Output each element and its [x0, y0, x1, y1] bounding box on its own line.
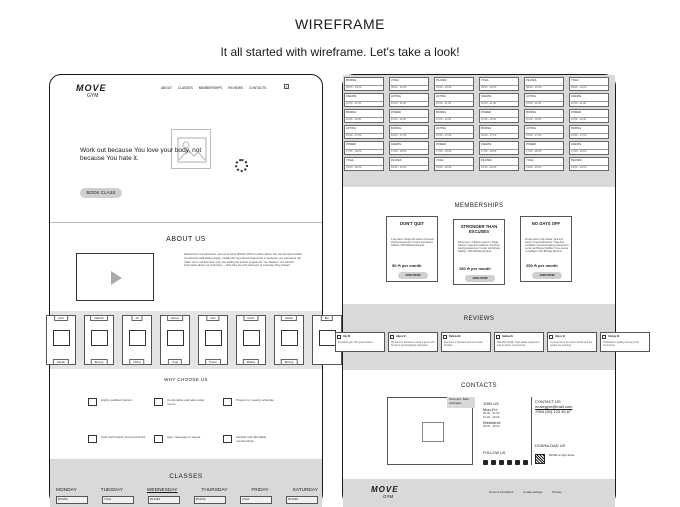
schedule-cell[interactable]	[569, 157, 609, 171]
plan-card	[520, 216, 572, 282]
class-name: BOXING	[346, 111, 357, 114]
review-text: Beautiful design, high quality equipment and an active environment.	[497, 341, 540, 347]
class-name: POWER	[436, 143, 446, 146]
class-name: POWER	[571, 111, 581, 114]
trainer-card[interactable]	[198, 315, 228, 365]
plan-features: All day class / Fully trained / Spa and sauna / 8 personal trainers / Yoga and meditation / Personal training assessment / Locker and Shower facilities / Free access on holidays / 20% Birthday Discount	[525, 239, 569, 253]
schedule-cell[interactable]	[524, 141, 564, 155]
class-time: 11:00 - 12:00	[526, 118, 542, 121]
class-name: YOGA	[571, 79, 579, 82]
class-time: 11:00 - 12:00	[436, 118, 452, 121]
class-time: 17:00 - 18:00	[436, 150, 452, 153]
schedule-cell[interactable]	[524, 157, 564, 171]
plan-card	[386, 216, 438, 282]
contacts-title: CONTACTS	[461, 383, 497, 389]
image-icon	[53, 330, 70, 346]
image-icon	[223, 435, 232, 443]
hours-weekend: 09:00 - 18:00	[483, 424, 500, 429]
trainer-name: Merve	[167, 315, 183, 321]
schedule-cell[interactable]	[344, 93, 384, 107]
plan-price: 150 ₼ per month	[459, 266, 491, 271]
trainer-class: Boxing	[281, 359, 298, 365]
class-time: 09:00 - 10:00	[526, 86, 542, 89]
divider	[50, 222, 322, 223]
trainer-card[interactable]	[84, 315, 114, 365]
tab-saturday[interactable]: SATURDAY	[292, 488, 318, 493]
class-name: LIFTING	[436, 95, 446, 98]
feature-text: Program or weekly schedule	[236, 398, 274, 402]
class-name: LIFTING	[526, 95, 536, 98]
tab-tuesday[interactable]: TUESDAY	[100, 488, 123, 493]
download-title: DOWNLOAD US	[535, 443, 566, 448]
class-name: KARATE	[571, 95, 582, 98]
footer-logo-sub: GYM	[383, 494, 394, 499]
class-time: 19:00 - 20:00	[391, 166, 407, 169]
instagram-icon[interactable]	[491, 460, 496, 465]
review-text: I've been here for a few months and the results are amazing.	[550, 341, 593, 347]
class-name: KARATE	[481, 143, 492, 146]
youtube-icon[interactable]	[507, 460, 512, 465]
terms-link[interactable]: Terms & Conditions	[489, 490, 514, 494]
class-cell[interactable]: BOXING	[194, 496, 226, 504]
privacy-link[interactable]: Privacy	[552, 490, 562, 494]
review-card	[494, 332, 544, 352]
avatar	[443, 335, 447, 339]
schedule-cell[interactable]	[389, 141, 429, 155]
review-card	[388, 332, 438, 352]
class-name: PILATES	[481, 159, 492, 162]
tiktok-icon[interactable]	[523, 460, 528, 465]
class-time: 11:00 - 12:00	[481, 118, 497, 121]
class-name: POWER	[391, 111, 401, 114]
image-icon	[154, 435, 163, 443]
video-player[interactable]	[76, 253, 154, 301]
class-name: PILATES	[571, 159, 582, 162]
class-name: POWER	[526, 143, 536, 146]
reviews-title: REVIEWS	[463, 316, 495, 322]
class-time: 19:00 - 20:00	[571, 166, 587, 169]
avatar	[390, 335, 394, 339]
class-cell[interactable]: YOGA	[102, 496, 134, 504]
trainer-name: Canan	[281, 315, 297, 321]
tab-friday[interactable]: FRIDAY	[251, 488, 269, 493]
hours-weekend-label: Weekend:	[483, 419, 501, 425]
footer-logo[interactable]: MOVE	[371, 485, 399, 494]
review-author: Aliyev R.	[396, 335, 407, 338]
feature-text: Flexible and affordable memberships	[236, 435, 267, 443]
class-name: BOXING	[526, 111, 537, 114]
schedule-cell[interactable]	[389, 109, 429, 123]
trainer-class: Pilates	[243, 359, 259, 365]
class-name: YOGA	[346, 159, 354, 162]
avatar	[602, 335, 606, 339]
class-time: 10:00 - 11:00	[526, 102, 542, 105]
class-time: 17:00 - 18:00	[346, 150, 362, 153]
class-name: POWER	[481, 111, 491, 114]
schedule-grid	[344, 77, 609, 171]
trainers-carousel[interactable]	[46, 315, 342, 365]
review-author: Rahima M.	[449, 335, 461, 338]
class-cell[interactable]: BOXING	[56, 496, 88, 504]
schedule-cell[interactable]	[569, 77, 609, 91]
class-time: 11:00 - 12:00	[391, 118, 407, 121]
schedule-cell[interactable]	[344, 141, 384, 155]
class-name: LIFTING	[391, 95, 401, 98]
image-icon	[281, 330, 298, 346]
class-time: 16:00 - 17:00	[571, 134, 587, 137]
email-link[interactable]: movegym@mail.com	[535, 404, 573, 410]
class-name: BOXING	[391, 127, 402, 130]
class-time: 10:00 - 11:00	[571, 102, 587, 105]
contact-title: CONTACT US	[535, 399, 561, 404]
avatar	[337, 335, 341, 339]
schedule-cell[interactable]	[434, 157, 474, 171]
schedule-cell[interactable]	[569, 141, 609, 155]
nav-link-reviews[interactable]: REVIEWS	[228, 86, 243, 90]
schedule-cell[interactable]	[569, 109, 609, 123]
plan-price: 50 ₼ per month	[392, 263, 422, 268]
review-text: Excellent gym with great trainers.	[338, 341, 374, 344]
schedule-cell[interactable]	[479, 109, 519, 123]
class-name: BOXING	[346, 79, 357, 82]
review-author: Ulviyye M.	[608, 335, 620, 338]
loading-spinner-icon	[235, 159, 248, 172]
divider	[531, 397, 532, 465]
class-time: 19:00 - 20:00	[436, 166, 452, 169]
class-name: PILATES	[526, 79, 537, 82]
plan-name: DON'T QUIT	[399, 221, 425, 226]
schedule-cell[interactable]	[434, 93, 474, 107]
class-time: 16:00 - 17:00	[481, 134, 497, 137]
class-name: BOXING	[571, 127, 582, 130]
class-cell[interactable]: YOGA	[240, 496, 272, 504]
facebook-icon[interactable]	[483, 460, 488, 465]
day-tabs	[56, 488, 318, 493]
whatsapp-icon[interactable]	[515, 460, 520, 465]
class-name: LIFTING	[346, 127, 356, 130]
class-time: 19:00 - 20:00	[481, 166, 497, 169]
image-icon	[319, 330, 336, 346]
reviews-carousel[interactable]	[335, 332, 650, 352]
class-name: KARATE	[391, 143, 402, 146]
trainer-name: Aziz	[206, 315, 219, 321]
class-time: 10:00 - 11:00	[436, 102, 452, 105]
classes-title: CLASSES	[169, 473, 203, 480]
trainer-card[interactable]	[46, 315, 76, 365]
class-time: 10:00 - 11:00	[481, 102, 497, 105]
address-label: Some Ave., Baku, Azerbaijan	[447, 397, 475, 408]
class-row	[56, 496, 318, 504]
class-name: POWER	[346, 143, 356, 146]
feature-text: Spa, massages or sauna	[167, 435, 201, 439]
plan-price: 250 ₼ per month	[526, 263, 558, 268]
class-time: 09:00 - 10:00	[481, 86, 497, 89]
class-name: YOGA	[391, 79, 399, 82]
class-time: 16:00 - 17:00	[391, 134, 407, 137]
class-name: LIFTING	[526, 127, 536, 130]
join-now-button[interactable]: JOIN NOW	[398, 272, 428, 279]
class-time: 17:00 - 18:00	[526, 150, 542, 153]
trainer-class: Lifting	[129, 359, 144, 365]
plan-card	[453, 219, 505, 285]
contact-us	[535, 399, 572, 415]
follow-title: FOLLOW US	[483, 451, 506, 455]
class-name: KARATE	[346, 95, 357, 98]
class-name: YOGA	[436, 159, 444, 162]
plan-name: NO DAYS OFF	[531, 221, 561, 226]
review-text: Dedicated to quality training in the community.	[603, 341, 640, 347]
why-choose-title: WHY CHOOSE US	[164, 377, 208, 382]
schedule-cell[interactable]	[479, 77, 519, 91]
review-card	[547, 332, 597, 352]
book-class-button[interactable]: BOOK CLASS	[80, 188, 122, 198]
class-name: YOGA	[481, 79, 489, 82]
trainer-card[interactable]	[236, 315, 266, 365]
image-icon	[91, 330, 108, 346]
nav-link-memberships[interactable]: MEMBERSHIPS	[198, 86, 223, 90]
schedule-cell[interactable]	[434, 77, 474, 91]
nav-link-contacts[interactable]: CONTACTS	[248, 86, 267, 90]
trainer-class: Power	[205, 359, 221, 365]
schedule-cell[interactable]	[389, 125, 429, 139]
class-name: PILATES	[391, 159, 402, 162]
memberships-title: MEMBERSHIPS	[454, 203, 504, 209]
footer-links	[489, 490, 562, 494]
schedule-cell[interactable]	[389, 77, 429, 91]
page-subtitle: It all started with wireframe. Let's take a look!	[220, 45, 460, 59]
qr-code-icon[interactable]	[535, 454, 545, 464]
schedule-cell[interactable]	[434, 141, 474, 155]
image-icon	[243, 330, 260, 346]
class-name: KARATE	[571, 143, 582, 146]
phone-link[interactable]: +994 (50) 123 45 67	[535, 409, 572, 415]
class-time: 17:00 - 18:00	[571, 150, 587, 153]
class-time: 11:00 - 12:00	[346, 118, 362, 121]
class-time: 17:00 - 18:00	[391, 150, 407, 153]
review-card	[335, 332, 385, 352]
hero-headline: Work out because You love your body, not because You hate it.	[80, 147, 202, 162]
schedule-cell[interactable]	[479, 141, 519, 155]
class-name: KARATE	[481, 95, 492, 98]
feature-text: Cafe with healthy food and drinks	[101, 435, 146, 439]
class-time: 09:00 - 10:00	[436, 86, 452, 89]
hours-week-label: Mon-Fri:	[483, 406, 498, 412]
join-now-button[interactable]: JOIN NOW	[532, 272, 562, 279]
class-time: 16:00 - 17:00	[346, 134, 362, 137]
plan-features: Full access / 3 different trainers / Single training / Yoga and meditation / Personal training assessment / Locker and Shower facilities / 20% Birthday Discount	[458, 242, 501, 253]
schedule-cell[interactable]	[524, 93, 564, 107]
trainer-card[interactable]	[160, 315, 190, 365]
schedule-cell[interactable]	[389, 157, 429, 171]
class-name: BOXING	[436, 111, 447, 114]
image-icon	[205, 330, 222, 346]
class-time: 10:00 - 11:00	[391, 102, 407, 105]
class-time: 10:00 - 11:00	[346, 102, 362, 105]
trainer-card[interactable]	[274, 315, 304, 365]
opening-hours	[483, 401, 501, 429]
nav-link-classes[interactable]: CLASSES	[177, 86, 193, 90]
feature-text: Comfortable and safe locker rooms	[167, 398, 205, 406]
class-name: PILATES	[436, 79, 447, 82]
review-text: My trainer's attention is such a good, and he has a knowledgeable approach.	[391, 341, 435, 347]
menu-icon[interactable]: ≡	[285, 85, 288, 89]
class-name: BOXING	[481, 127, 492, 130]
schedule-cell[interactable]	[344, 125, 384, 139]
about-text: Started from the basement, now we're here! MOVE GYM is a place where You can feel and notably You find the staff always happy. Initially the Gym aimed experience in workouts: our instructors will make You try all their best, pop you finding the perfect program for You. Believe: You will find information about our instructors, - what they are and what type of exercises they interact.	[184, 253, 302, 268]
twitter-icon[interactable]	[499, 460, 504, 465]
class-time: 09:00 - 10:00	[391, 86, 407, 89]
trainer-name: Deniz	[243, 315, 258, 321]
tab-wednesday[interactable]: WEDNESDAY	[146, 488, 178, 493]
trainer-name: Valentin	[90, 315, 108, 321]
review-author: Aliyev N.	[555, 335, 566, 338]
class-name: LIFTING	[436, 127, 446, 130]
trainer-class: Yoga	[168, 359, 182, 365]
image-icon	[88, 435, 97, 443]
class-name: YOGA	[526, 159, 534, 162]
hours-week-2: 10:00 - 20:00	[483, 414, 500, 419]
image-icon	[167, 330, 184, 346]
hours-week: 09:00 - 21:00	[483, 411, 500, 415]
image-icon	[154, 398, 163, 406]
feature-text: Highly qualified trainers	[101, 398, 133, 402]
class-time: 16:00 - 17:00	[526, 134, 542, 137]
schedule-cell[interactable]	[434, 109, 474, 123]
schedule-cell[interactable]	[434, 125, 474, 139]
image-icon	[88, 398, 97, 406]
trainer-class: Boxing	[91, 359, 108, 365]
class-time: 09:00 - 10:00	[346, 86, 362, 89]
trainer-name: Ali	[131, 315, 142, 321]
logo[interactable]: MOVE	[76, 83, 107, 93]
schedule-cell[interactable]	[344, 77, 384, 91]
cookie-settings-link[interactable]: Cookie settings	[523, 490, 543, 494]
class-cell[interactable]: PILATES	[286, 496, 318, 504]
schedule-cell[interactable]	[569, 125, 609, 139]
review-author: Aliy M.	[343, 335, 351, 338]
review-card	[441, 332, 491, 352]
nav-link-about[interactable]: ABOUT	[161, 86, 172, 90]
trainer-name: Ber	[321, 315, 333, 321]
schedule-cell[interactable]	[524, 125, 564, 139]
plan-features: 1 day class / Single with sauna / Personal training assessment / Locker and Shower facilities / 20% Birthday Discount	[391, 239, 434, 247]
schedule-cell[interactable]	[479, 125, 519, 139]
join-now-button[interactable]: JOIN NOW	[465, 275, 495, 282]
image-icon	[422, 422, 444, 442]
play-icon[interactable]	[111, 271, 122, 285]
schedule-cell[interactable]	[569, 93, 609, 107]
schedule-cell[interactable]	[344, 109, 384, 123]
schedule-cell[interactable]	[479, 157, 519, 171]
join-title: JOIN US	[483, 401, 499, 406]
trainer-class: Karate	[53, 359, 69, 365]
wireframe-home-top	[49, 74, 330, 506]
page-title: WIREFRAME	[294, 16, 386, 32]
schedule-cell[interactable]	[344, 157, 384, 171]
about-title: ABOUT US	[166, 236, 206, 243]
tab-thursday[interactable]: THURSDAY	[201, 488, 228, 493]
avatar	[496, 335, 500, 339]
class-time: 11:00 - 12:00	[571, 118, 587, 121]
schedule-cell[interactable]	[479, 93, 519, 107]
class-time: 17:00 - 18:00	[481, 150, 497, 153]
image-icon	[223, 398, 232, 406]
wireframe-home-bottom	[338, 74, 640, 506]
navbar	[50, 81, 322, 103]
class-time: 19:00 - 20:00	[346, 166, 362, 169]
app-store-link[interactable]: MOVE on App Store	[549, 453, 575, 457]
class-time: 19:00 - 20:00	[526, 166, 542, 169]
social-links	[483, 460, 528, 465]
review-text: Everyone is pleasant here and clean facilities.	[444, 341, 483, 347]
logo-sub: GYM	[87, 93, 99, 99]
plan-name: STRONGER THAN EXCUSES	[460, 224, 498, 234]
review-author: Sabina M.	[502, 335, 514, 338]
review-card	[600, 332, 650, 352]
schedule-cell[interactable]	[389, 93, 429, 107]
nav-links	[161, 86, 266, 90]
trainer-card[interactable]	[122, 315, 152, 365]
avatar	[549, 335, 553, 339]
tab-monday[interactable]: MONDAY	[56, 488, 77, 493]
schedule-cell[interactable]	[524, 77, 564, 91]
image-icon	[129, 330, 146, 346]
class-cell[interactable]: PILATES	[148, 496, 180, 504]
trainer-name: Amir	[54, 315, 68, 321]
class-time: 09:00 - 10:00	[571, 86, 587, 89]
schedule-cell[interactable]	[524, 109, 564, 123]
class-time: 16:00 - 17:00	[436, 134, 452, 137]
